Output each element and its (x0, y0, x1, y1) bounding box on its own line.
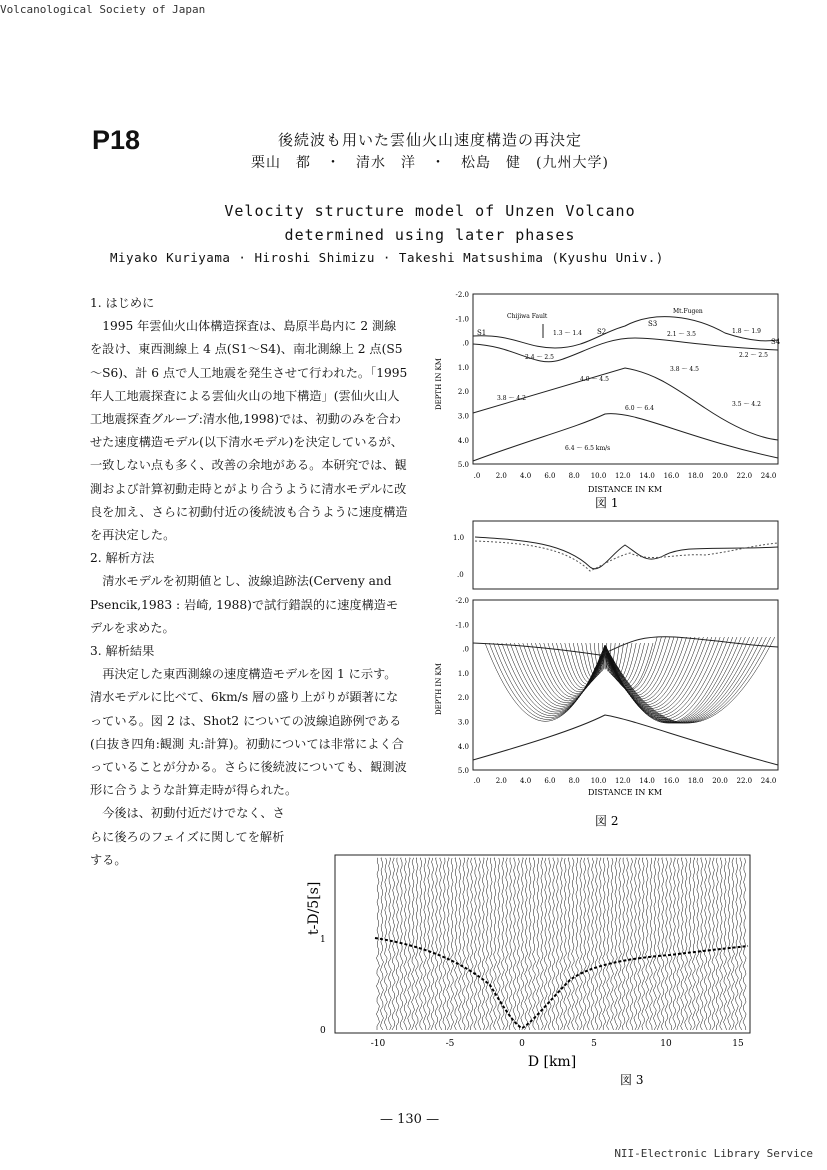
seismic-trace (579, 858, 582, 1030)
fig3-x-ticks (371, 1039, 744, 1049)
x-tick-label: 6.0 (544, 777, 556, 785)
y-tick-label: 2.0 (457, 694, 469, 703)
fig2-layer-boundary (473, 637, 778, 655)
seismic-trace (677, 858, 680, 1030)
fig1-label: S3 (648, 320, 658, 328)
x-tick-label: 2.0 (495, 777, 507, 785)
fig2-y-ticks (456, 597, 470, 775)
seismic-trace (685, 858, 688, 1030)
seismic-trace (517, 858, 520, 1030)
fig2-layer-boundary (473, 715, 778, 765)
x-tick-label: 18.0 (687, 777, 704, 785)
y-tick-label: 5.0 (457, 767, 469, 776)
seismic-trace (470, 858, 473, 1030)
fig2-tt-ytick: .0 (457, 571, 464, 579)
title-english-line1: Velocity structure model of Unzen Volcano (224, 202, 636, 220)
seismic-trace (458, 858, 461, 1030)
paragraph: 清水モデルを初期値とし、波線追跡法(Cerveny and Psencik,1983 : 岩崎, 1988)で試行錯誤的に速度構造モデルを求めた。 (90, 574, 399, 635)
authors-english: Miyako Kuriyama · Hiroshi Shimizu · Takeshi Matsushima (Kyushu Univ.) (110, 250, 664, 265)
fig1-label: 3.8 ～ 4.2 (497, 395, 526, 402)
x-tick-label: 20.0 (712, 777, 728, 785)
seismic-trace (653, 858, 656, 1030)
seismic-trace (529, 858, 532, 1030)
paragraph: 再決定した東西測線の速度構造モデルを図 1 に示す。清水モデルに比べて、6km/s 層の盛り上がりが顕著になっている。図 2 は、Shot2 についての波線追跡例である(白抜き四角:観測 丸:計算)。初動については非常によく合っていることが分かる。さらに後続波についても、観測波形に合うような計算走時が得られた。 (90, 667, 407, 798)
seismic-trace (595, 858, 598, 1030)
x-tick-label: 5 (591, 1039, 597, 1049)
fig1-y-ticks (456, 291, 470, 469)
seismic-trace (692, 858, 695, 1030)
seismic-trace (513, 858, 516, 1030)
figure-2-ray-tracing (425, 515, 785, 830)
seismic-trace (607, 858, 610, 1030)
paragraph: 今後は、初動付近だけでなく、さらに後ろのフェイズに関してを解析する。 (90, 806, 285, 867)
fig1-label: 2.1 ～ 3.5 (667, 331, 696, 338)
seismic-trace (727, 858, 730, 1030)
seismic-trace (724, 858, 727, 1030)
seismic-trace (532, 858, 535, 1030)
seismic-trace (556, 858, 559, 1030)
y-tick-label: 2.0 (457, 388, 469, 397)
seismic-trace (716, 858, 719, 1030)
seismic-trace (544, 858, 547, 1030)
seismic-trace (384, 858, 387, 1030)
footer-source: NII-Electronic Library Service (614, 1147, 813, 1160)
x-tick-label: 4.0 (520, 777, 532, 785)
seismic-trace (669, 858, 672, 1030)
x-tick-label: 12.0 (615, 472, 631, 480)
x-tick-label: 6.0 (544, 472, 556, 480)
seismic-trace (591, 858, 594, 1030)
seismic-trace (408, 858, 411, 1030)
x-tick-label: 22.0 (736, 777, 753, 785)
fig2-traveltime-frame (473, 521, 778, 589)
y-tick-label: -1.0 (455, 315, 469, 324)
seismic-trace (681, 858, 684, 1030)
seismic-trace (610, 858, 613, 1030)
fig1-layer-boundary (473, 414, 778, 461)
seismic-trace (650, 858, 653, 1030)
y-tick-label: -1.0 (455, 621, 469, 630)
seismic-trace (494, 858, 497, 1030)
seismic-trace (638, 858, 641, 1030)
seismic-trace (416, 858, 419, 1030)
x-tick-label: 10.0 (590, 472, 607, 480)
x-tick-label: 14.0 (639, 777, 655, 785)
fig1-label: 4.0 ～ 4.5 (580, 376, 609, 383)
seismic-trace (376, 858, 379, 1030)
fig3-xlabel: D [km] (527, 1054, 577, 1070)
seismic-trace (540, 858, 543, 1030)
seismic-trace (743, 858, 746, 1030)
seismic-trace (618, 858, 621, 1030)
seismic-trace (599, 858, 602, 1030)
fig1-caption: 図 1 (595, 496, 619, 510)
seismic-trace (735, 858, 738, 1030)
title-japanese: 後続波も用いた雲仙火山速度構造の再決定 (277, 131, 582, 149)
seismic-trace (704, 858, 707, 1030)
seismic-trace (642, 858, 645, 1030)
x-tick-label: 10.0 (590, 777, 607, 785)
fig1-label: 2.2 ～ 2.5 (739, 352, 768, 359)
x-tick-label: 8.0 (568, 777, 580, 785)
seismic-trace (568, 858, 571, 1030)
seismic-trace (392, 858, 395, 1030)
fig3-ytick: 0 (320, 1026, 326, 1036)
seismic-trace (575, 858, 578, 1030)
seismic-trace (505, 858, 508, 1030)
seismic-trace (388, 858, 391, 1030)
seismic-trace (712, 858, 715, 1030)
x-tick-label: 16.0 (663, 472, 680, 480)
fig2-tt-ytick: 1.0 (453, 534, 465, 542)
fig2-caption: 図 2 (595, 814, 619, 828)
y-tick-label: 5.0 (457, 461, 469, 470)
seismic-trace (634, 858, 637, 1030)
fig1-label: 3.5 ～ 4.2 (732, 401, 761, 408)
x-tick-label: 4.0 (520, 472, 532, 480)
fig1-xlabel: DISTANCE IN KM (587, 485, 663, 494)
x-tick-label: .0 (473, 777, 481, 785)
seismic-trace (490, 858, 493, 1030)
paper-code: P18 (92, 125, 141, 155)
seismic-trace (688, 858, 691, 1030)
seismic-trace (708, 858, 711, 1030)
seismic-trace (646, 858, 649, 1030)
page-number: — 130 — (380, 1112, 440, 1127)
seismic-trace (657, 858, 660, 1030)
x-tick-label: 22.0 (736, 472, 753, 480)
seismic-trace (521, 858, 524, 1030)
seismic-trace (622, 858, 625, 1030)
seismic-trace (560, 858, 563, 1030)
fig1-label: 2.4 ～ 2.5 (525, 354, 554, 361)
ray-path (605, 637, 771, 723)
y-tick-label: 1.0 (457, 363, 469, 372)
seismic-trace (439, 858, 442, 1030)
seismic-trace (583, 858, 586, 1030)
fig1-label: 1.8 ～ 1.9 (732, 328, 761, 335)
x-tick-label: .0 (473, 472, 481, 480)
fig1-ylabel: DEPTH IN KM (435, 358, 443, 410)
section-heading: 3. 解析結果 (90, 644, 155, 659)
seismic-trace (427, 858, 430, 1030)
x-tick-label: 24.0 (760, 777, 777, 785)
seismic-trace (431, 858, 434, 1030)
seismic-trace (396, 858, 399, 1030)
body-text (90, 292, 408, 872)
x-tick-label: 16.0 (663, 777, 680, 785)
y-tick-label: .0 (462, 645, 469, 654)
seismic-trace (731, 858, 734, 1030)
y-tick-label: 4.0 (457, 742, 469, 751)
y-tick-label: -2.0 (455, 291, 469, 299)
seismic-trace (474, 858, 477, 1030)
seismic-trace (587, 858, 590, 1030)
fig2-calc-traveltime (475, 537, 778, 569)
seismic-trace (603, 858, 606, 1030)
paragraph: 1995 年雲仙火山体構造探査は、島原半島内に 2 測線を設け、東西測線上 4 点(S1～S4)、南北測線上 2 点(S5～S6)、計 6 点で人工地震を発生させて行われた。「1995 年人工地震探査による雲仙火山の地下構造」(雲仙火山人工地震探査グループ:清水他,1998)では、初動のみを合わせた速度構造モデル(以下清水モデル)を決定しているが、一致しない点も多く、改善の余地がある。本研究では、観測および計算初動走時とがより合うように清水モデルに改良を加え、さらに初動付近の後続波も合うように速度構造を再決定した。 (90, 319, 408, 543)
x-tick-label: 12.0 (615, 777, 631, 785)
seismic-trace (548, 858, 551, 1030)
fig3-frame (335, 855, 750, 1033)
ray-path (485, 643, 605, 721)
x-tick-label: 2.0 (495, 472, 507, 480)
seismic-trace (614, 858, 617, 1030)
seismic-trace (419, 858, 422, 1030)
fig1-label: S1 (477, 329, 487, 337)
figure-3-seismograms (290, 850, 760, 1095)
seismic-trace (443, 858, 446, 1030)
y-tick-label: 3.0 (457, 718, 469, 727)
fig1-label: S2 (597, 328, 607, 336)
figure-1-velocity-model (425, 288, 785, 513)
fig1-label: Chijiwa Fault (507, 313, 548, 320)
section-heading: 1. はじめに (90, 296, 155, 310)
seismic-trace (451, 858, 454, 1030)
authors-japanese: 栗山 都 ・ 清水 洋 ・ 松島 健 (九州大学) (251, 155, 609, 171)
fig1-label: 6.0 ～ 6.4 (625, 405, 654, 412)
y-tick-label: 1.0 (457, 669, 469, 678)
fig3-ylabel: t-D/5[s] (306, 881, 322, 935)
seismic-trace (501, 858, 504, 1030)
fig1-label: 3.8 ～ 4.5 (670, 366, 699, 373)
x-tick-label: 18.0 (687, 472, 704, 480)
y-tick-label: -2.0 (455, 597, 469, 605)
seismic-trace (665, 858, 668, 1030)
seismic-trace (497, 858, 500, 1030)
seismic-trace (486, 858, 489, 1030)
fig1-label: 1.3 ～ 1.4 (553, 330, 582, 337)
seismic-trace (509, 858, 512, 1030)
fig2-ylabel: DEPTH IN KM (435, 663, 443, 715)
seismic-trace (412, 858, 415, 1030)
seismic-trace (466, 858, 469, 1030)
journal-header: Volcanological Society of Japan (0, 3, 206, 16)
seismic-trace (661, 858, 664, 1030)
fig1-label: 6.4 ～ 6.5 km/s (565, 445, 611, 452)
ray-path (605, 637, 766, 723)
y-tick-label: 3.0 (457, 412, 469, 421)
seismic-trace (564, 858, 567, 1030)
seismic-trace (739, 858, 742, 1030)
x-tick-label: 14.0 (639, 472, 655, 480)
y-tick-label: 4.0 (457, 436, 469, 445)
seismic-trace (673, 858, 676, 1030)
fig1-label: Mt.Fugen (673, 308, 703, 315)
x-tick-label: 20.0 (712, 472, 728, 480)
seismic-trace (536, 858, 539, 1030)
x-tick-label: 15 (732, 1039, 744, 1049)
fig3-traces (376, 858, 746, 1030)
x-tick-label: -10 (370, 1039, 386, 1049)
title-english-line2: determined using later phases (284, 226, 576, 244)
seismic-trace (525, 858, 528, 1030)
seismic-trace (572, 858, 575, 1030)
x-tick-label: 0 (519, 1039, 525, 1049)
x-tick-label: 24.0 (760, 472, 777, 480)
seismic-trace (696, 858, 699, 1030)
fig2-x-ticks (474, 777, 777, 785)
seismic-trace (380, 858, 383, 1030)
seismic-trace (552, 858, 555, 1030)
x-tick-label: -5 (445, 1039, 455, 1049)
seismic-trace (423, 858, 426, 1030)
section-heading: 2. 解析方法 (90, 551, 155, 566)
fig2-ray-paths (485, 637, 775, 723)
seismic-trace (435, 858, 438, 1030)
seismic-trace (626, 858, 629, 1030)
fig2-xlabel: DISTANCE IN KM (587, 788, 663, 797)
seismic-trace (482, 858, 485, 1030)
seismic-trace (478, 858, 481, 1030)
fig1-label: S4 (771, 338, 781, 346)
fig3-caption: 図 3 (620, 1073, 644, 1087)
fig1-x-ticks (474, 472, 777, 480)
seismic-trace (720, 858, 723, 1030)
y-tick-label: .0 (462, 339, 469, 348)
seismic-trace (454, 858, 457, 1030)
x-tick-label: 10 (660, 1039, 672, 1049)
seismic-trace (630, 858, 633, 1030)
x-tick-label: 8.0 (568, 472, 580, 480)
seismic-trace (700, 858, 703, 1030)
seismic-trace (462, 858, 465, 1030)
seismic-trace (447, 858, 450, 1030)
fig3-ytick: 1 (320, 935, 326, 945)
